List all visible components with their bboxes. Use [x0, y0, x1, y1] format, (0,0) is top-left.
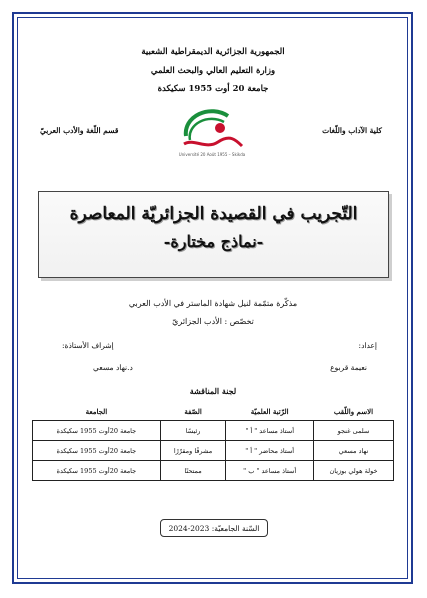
cell-role: رئيسًا [160, 421, 226, 441]
cell-name: نهاد مسعي [313, 441, 393, 461]
committee-label: لجنة المناقشة [189, 386, 237, 396]
logo-caption: Université 20 Août 1955 – Skikda [178, 152, 246, 157]
header-university: الجامعة [85, 407, 108, 416]
committee-table [32, 405, 394, 481]
faculty-label: كلية الآداب واللّغات [322, 126, 382, 135]
student-name: نعيمة قربوع [330, 363, 367, 372]
table-row [33, 421, 394, 441]
academic-year: السّنة الجامعيّة: 2023-2024 [160, 519, 268, 537]
cell-role: مشرفًا ومقرّرًا [160, 441, 226, 461]
table-row [33, 461, 394, 481]
cell-role: ممتحنًا [160, 461, 226, 481]
logo-red-dot [215, 123, 225, 133]
table-row [33, 441, 394, 461]
cell-rank: أستاذ محاضر " أ " [226, 441, 314, 461]
prepared-label: إعداد: [358, 341, 377, 350]
header-ministry: وزارة التعليم العالي والبحث العلمي [150, 66, 276, 76]
cell-university: جامعة 20أوت 1955 سكيكدة [33, 441, 161, 461]
header-name: الاسم واللّقب [333, 407, 374, 416]
thesis-title: التّجريب في القصيدة الجزائريّة المعاصرة [69, 204, 358, 224]
header-republic: الجمهورية الجزائرية الديمقراطية الشعبية [141, 47, 285, 57]
supervisor-name: د.نهاد مسعي [93, 363, 133, 372]
memo-line: مذكّرة متمّمة لنيل شهادة الماستر في الأدب العربي [128, 299, 298, 308]
header-role: الصّفة [184, 407, 202, 416]
cell-university: جامعة 20أوت 1955 سكيكدة [33, 461, 161, 481]
specialty-line: تخصّص : الأدب الجزائريّ [172, 317, 254, 326]
page-border [12, 12, 413, 584]
cell-university: جامعة 20أوت 1955 سكيكدة [33, 421, 161, 441]
supervisor-label: إشراف الأستاذة: [62, 341, 114, 350]
cell-rank: أستاذ مساعد " أ " [226, 421, 314, 441]
thesis-subtitle: -نماذج مختارة- [163, 232, 264, 251]
header-university: جامعة 20 أوت 1955 سكيكدة [157, 84, 269, 94]
cell-rank: أستاذ مساعد " ب " [226, 461, 314, 481]
university-logo [176, 106, 248, 162]
logo-red-wave [184, 138, 242, 146]
cell-name: سلمى غنجو [313, 421, 393, 441]
logo-graphic [176, 106, 248, 162]
thesis-title-box [38, 191, 389, 278]
header-rank: الرّتبة العلميّة [250, 407, 289, 416]
department-label: قسم اللّغة والأدب العربيّ [40, 126, 119, 135]
cell-name: خولة هولي بوزيان [313, 461, 393, 481]
committee-header-row [33, 405, 394, 421]
